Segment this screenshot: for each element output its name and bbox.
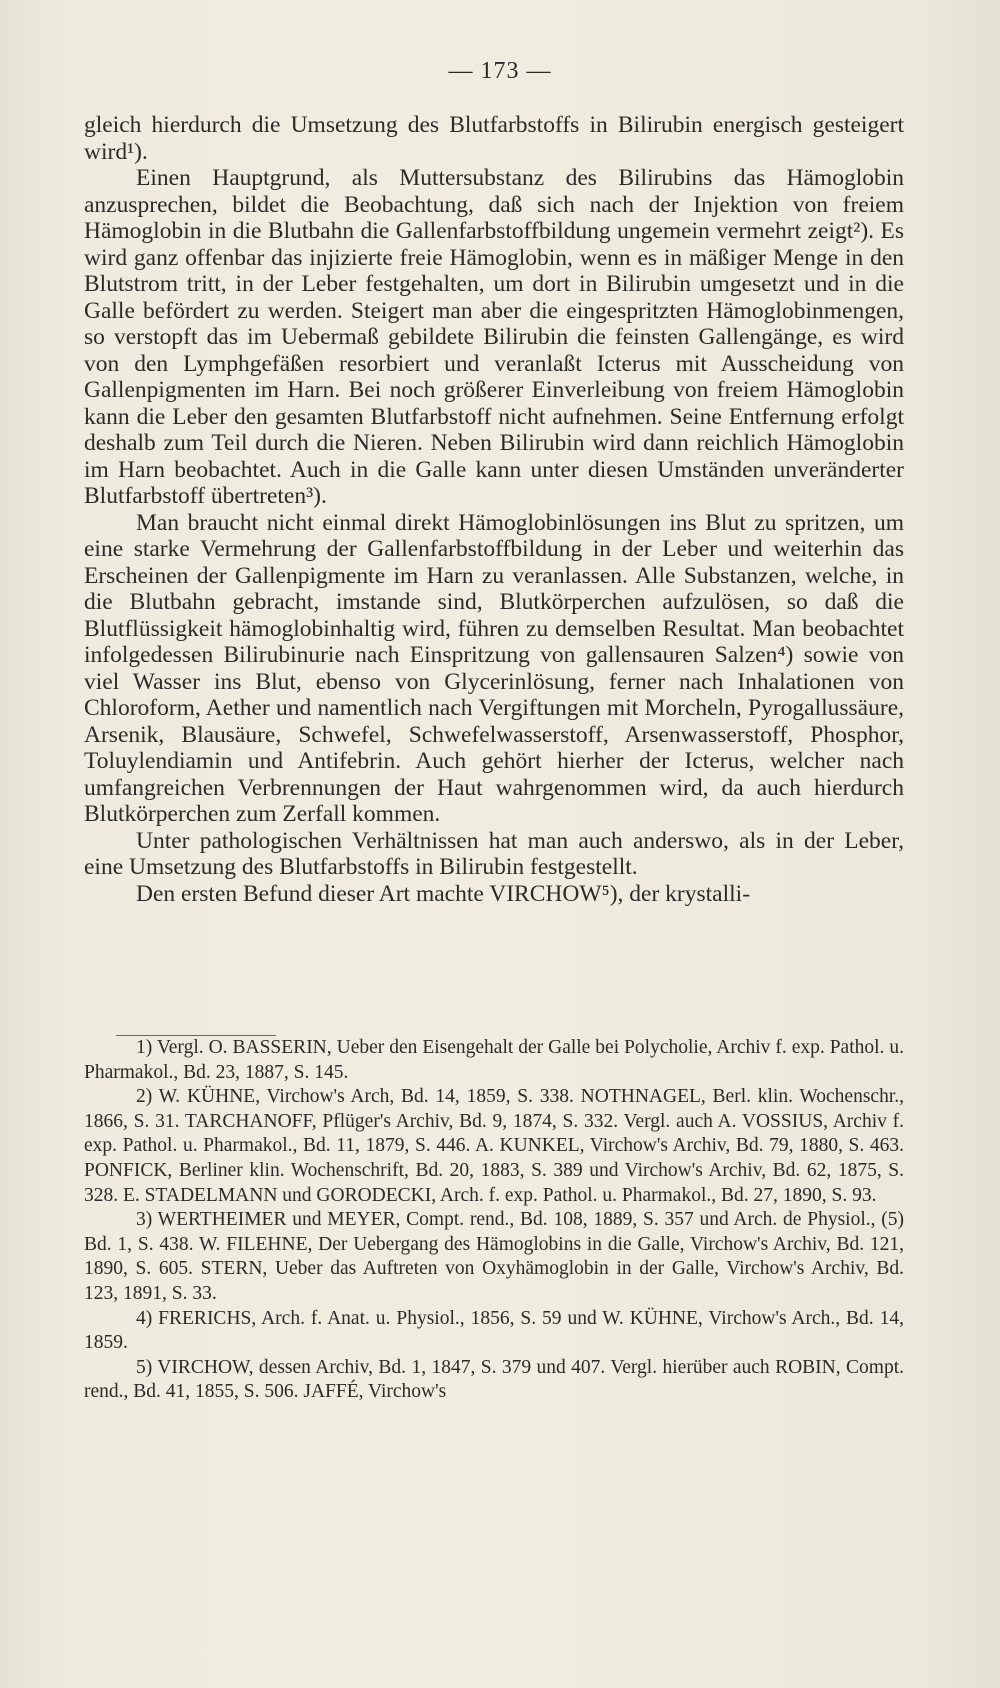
paragraph: Einen Hauptgrund, als Muttersubstanz des Bilirubins das Hämoglobin anzusprechen, bildet die Beobachtung, daß sich nach der Injektion von freiem Hämoglobin in die Blutbahn die Gallenfarbstoffbildung ungemein vermehrt zeigt²). Es wird ganz offenbar das injizierte freie Hämoglobin, wenn es in mäßiger Menge in den Blutstrom tritt, in der Leber festgehalten, um dort in Bilirubin umgesetzt und in die Galle befördert zu werden. Steigert man aber die eingespritzten Hämoglobinmengen, so verstopft das im Uebermaß gebildete Bilirubin die feinsten Gallengänge, es wird von den Lymphgefäßen resorbiert und veranlaßt Icterus mit Ausscheidung von Gallenpigmenten im Harn. Bei noch größerer Einverleibung von freiem Hämoglobin kann die Leber den gesamten Blutfarbstoff nicht aufnehmen. Seine Entfernung erfolgt deshalb zum Teil durch die Nieren. Neben Bilirubin wird dann reichlich Hämoglobin im Harn beobachtet. Auch in die Galle kann unter diesen Umständen unveränderter Blutfarbstoff übertreten³). xyxy=(84,165,904,509)
paragraph: Unter pathologischen Verhältnissen hat man auch anderswo, als in der Leber, eine Umsetzung des Blutfarbstoffs in Bilirubin festgestellt. xyxy=(84,827,904,880)
page-number: — 173 — xyxy=(448,58,552,84)
footnote: 5) VIRCHOW, dessen Archiv, Bd. 1, 1847, S. 379 und 407. Vergl. hierüber auch ROBIN, Compt. rend., Bd. 41, 1855, S. 506. JAFFÉ, Virchow's xyxy=(84,1356,904,1403)
paragraph: Man braucht nicht einmal direkt Hämoglobinlösungen ins Blut zu spritzen, um eine starke Vermehrung der Gallenfarbstoffbildung in der Leber und weiterhin das Erscheinen der Gallenpigmente im Harn zu veranlassen. Alle Substanzen, welche, in die Blutbahn gebracht, imstande sind, Blutkörperchen aufzulösen, so daß die Blutflüssigkeit hämoglobinhaltig wird, führen zu demselben Resultat. Man beobachtet infolgedessen Bilirubinurie nach Einspritzung von gallensauren Salzen⁴) sowie von viel Wasser ins Blut, ebenso von Glycerinlösung, ferner nach Inhalationen von Chloroform, Aether und namentlich nach Vergiftungen mit Morcheln, Pyrogallussäure, Arsenik, Blausäure, Schwefel, Schwefelwasserstoff, Arsenwasserstoff, Phosphor, Toluylendiamin und Antifebrin. Auch gehört hierher der Icterus, welcher nach umfangreichen Verbrennungen der Haut wahrgenommen wird, da auch hierdurch Blutkörperchen zum Zerfall kommen. xyxy=(84,509,904,827)
footnote: 4) FRERICHS, Arch. f. Anat. u. Physiol., 1856, S. 59 und W. KÜHNE, Virchow's Arch., Bd. 14, 1859. xyxy=(84,1307,904,1354)
footnote: 3) WERTHEIMER und MEYER, Compt. rend., Bd. 108, 1889, S. 357 und Arch. de Physiol., (5) Bd. 1, S. 438. W. FILEHNE, Der Uebergang des Hämoglobins in die Galle, Virchow's Archiv, Bd. 121, 1890, S. 605. STERN, Ueber das Auftreten von Oxyhämoglobin in der Galle, Virchow's Archiv, Bd. 123, 1891, S. 33. xyxy=(84,1209,904,1304)
footnotes xyxy=(84,1036,904,1405)
footnote: 2) W. KÜHNE, Virchow's Arch, Bd. 14, 1859, S. 338. NOTHNAGEL, Berl. klin. Wochenschr., 1866, S. 31. TARCHANOFF, Pflüger's Archiv, Bd. 9, 1874, S. 332. Vergl. auch A. VOSSIUS, Archiv f. exp. Pathol. u. Pharmakol., Bd. 11, 1879, S. 446. A. KUNKEL, Virchow's Archiv, Bd. 79, 1880, S. 463. PONFICK, Berliner klin. Wochenschrift, Bd. 20, 1883, S. 389 und Virchow's Archiv, Bd. 62, 1875, S. 328. E. STADELMANN und GORODECKI, Arch. f. exp. Pathol. u. Pharmakol., Bd. 27, 1890, S. 93. xyxy=(84,1086,904,1206)
main-text xyxy=(84,112,904,907)
paragraph: Den ersten Befund dieser Art machte VIRCHOW⁵), der krystalli- xyxy=(136,880,751,907)
paragraph: gleich hierdurch die Umsetzung des Blutfarbstoffs in Bilirubin energisch gesteigert wird¹). xyxy=(84,112,904,165)
footnote: 1) Vergl. O. BASSERIN, Ueber den Eisengehalt der Galle bei Polycholie, Archiv f. exp. Pathol. u. Pharmakol., Bd. 23, 1887, S. 145. xyxy=(84,1037,904,1083)
